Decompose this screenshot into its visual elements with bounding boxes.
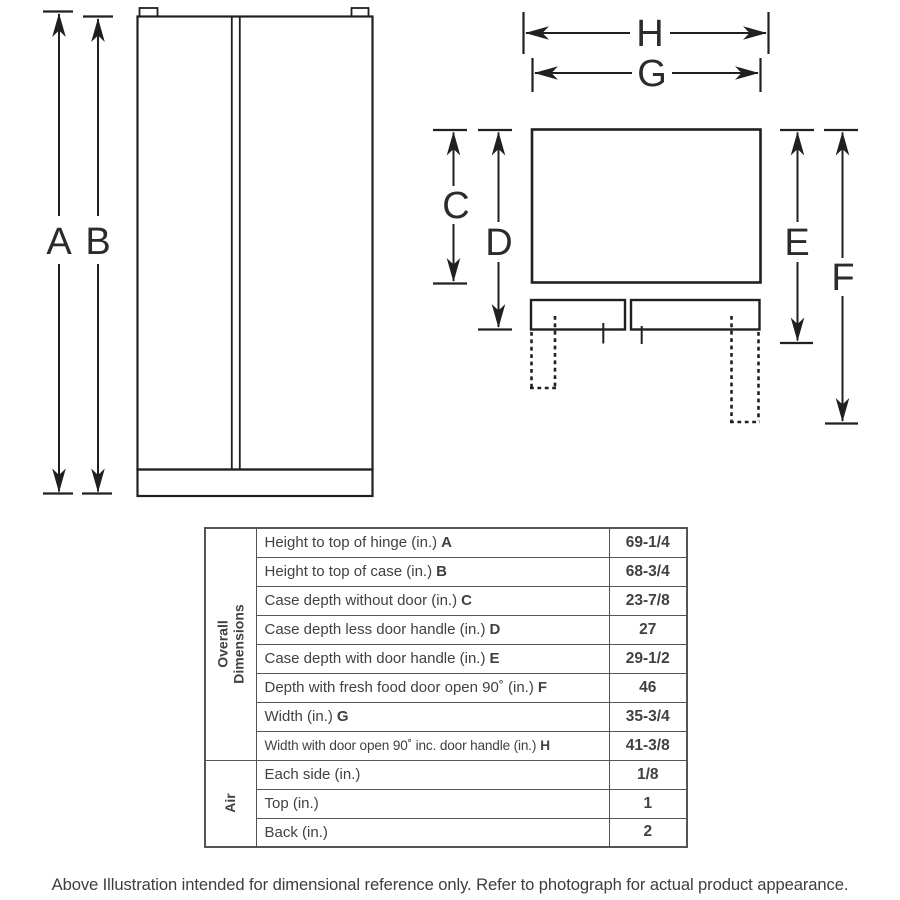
row-value: 23-7/8 xyxy=(609,586,687,615)
row-label: Height to top of hinge (in.) A xyxy=(256,528,609,557)
table-row xyxy=(205,644,687,673)
right-door-open-hidden xyxy=(730,316,760,422)
section-header-air xyxy=(205,760,256,847)
table-row xyxy=(205,702,687,731)
dim-label-e: E xyxy=(784,222,810,264)
row-label: Width with door open 90˚ inc. door handle (in.) H xyxy=(256,731,609,760)
dim-letter: E xyxy=(489,650,500,667)
left-hinge xyxy=(140,8,158,17)
dim-letter: A xyxy=(441,534,452,552)
row-value: 29-1/2 xyxy=(609,644,687,673)
dim-label-f: F xyxy=(831,257,855,299)
dim-letter: C xyxy=(461,592,472,609)
dim-label-h: H xyxy=(636,13,664,55)
case-outline xyxy=(532,130,761,283)
table-row xyxy=(205,760,687,789)
table-row xyxy=(205,673,687,702)
row-label: Case depth without door (in.) C xyxy=(256,586,609,615)
dim-letter: G xyxy=(336,708,349,725)
row-label: Case depth less door handle (in.) D xyxy=(256,615,609,644)
row-label: Each side (in.) xyxy=(256,760,609,789)
row-label: Case depth with door handle (in.) E xyxy=(256,644,609,673)
row-value: 68-3/4 xyxy=(609,557,687,586)
table-row xyxy=(205,789,687,818)
row-label: Depth with fresh food door open 90˚ (in.) F xyxy=(256,673,609,702)
table-row xyxy=(205,528,687,557)
dim-label-g: G xyxy=(637,53,667,95)
row-value: 46 xyxy=(609,673,687,702)
right-hinge xyxy=(352,8,369,17)
table-row xyxy=(205,818,687,847)
dim-letter: F xyxy=(537,679,547,696)
table-row xyxy=(205,731,687,760)
table-row xyxy=(205,615,687,644)
freezer-door-top xyxy=(531,300,625,330)
row-value: 1 xyxy=(609,789,687,818)
row-label: Back (in.) xyxy=(256,818,609,847)
row-value: 35-3/4 xyxy=(609,702,687,731)
front-view xyxy=(138,8,373,496)
dim-label-a: A xyxy=(46,221,72,263)
fridge-cabinet xyxy=(138,17,373,470)
dim-label-c: C xyxy=(442,185,470,227)
dim-letter: D xyxy=(489,621,501,638)
row-label: Top (in.) xyxy=(256,789,609,818)
dimensions-table xyxy=(204,527,688,848)
row-value: 41-3/8 xyxy=(609,731,687,760)
top-view xyxy=(530,130,761,423)
dim-label-d: D xyxy=(485,222,513,264)
fridge-base-grille xyxy=(138,470,373,497)
row-label: Height to top of case (in.) B xyxy=(256,557,609,586)
table-row xyxy=(205,586,687,615)
table-row xyxy=(205,557,687,586)
row-label: Width (in.) G xyxy=(256,702,609,731)
disclaimer-caption: Above Illustration intended for dimensional reference only. Refer to photograph for actual product appearance. xyxy=(51,875,849,894)
fresh-food-door-top xyxy=(631,300,760,330)
dim-letter: H xyxy=(540,738,550,753)
row-value: 1/8 xyxy=(609,760,687,789)
row-value: 27 xyxy=(609,615,687,644)
row-value: 69-1/4 xyxy=(609,528,687,557)
section-header-overall-dimensions xyxy=(205,528,256,760)
dim-label-b: B xyxy=(85,221,111,263)
dim-letter: B xyxy=(436,563,447,580)
section-header-label: Air xyxy=(221,793,238,813)
row-value: 2 xyxy=(609,818,687,847)
section-header-label: Overall Dimensions xyxy=(214,604,246,684)
left-door-handle-hidden xyxy=(530,316,557,388)
